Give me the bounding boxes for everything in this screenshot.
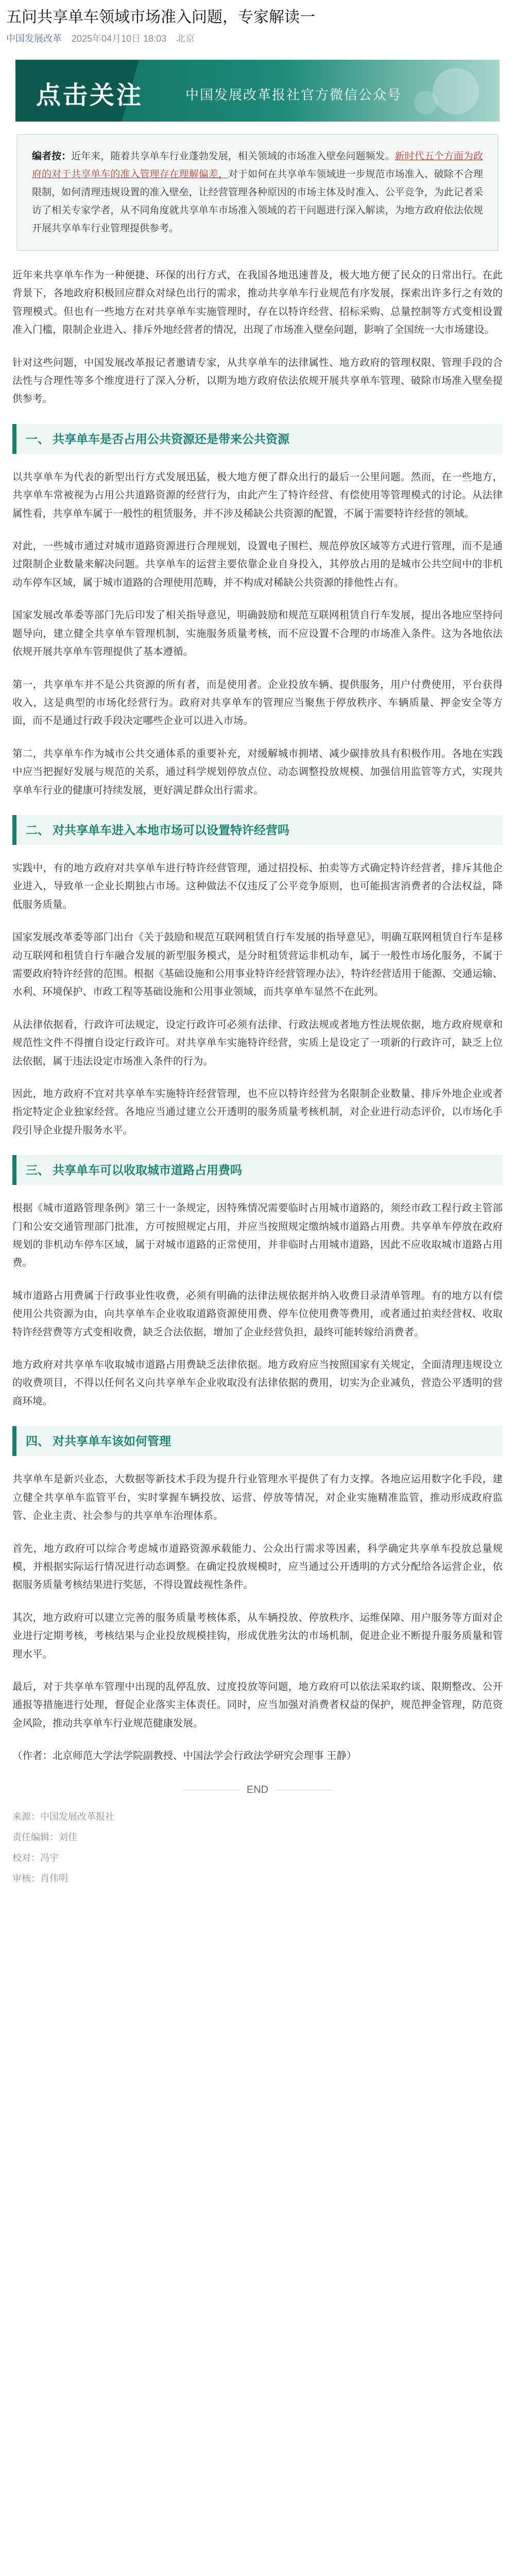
author-line: （作者：北京师范大学法学院副教授、中国法学会行政法学研究会理事 王静）: [12, 1750, 357, 1762]
section-paragraph: 最后，对于共享单车管理中出现的乱停乱放、过度投放等问题，地方政府可以依法采取约谈、限期整改、公开通报等措施进行处理，督促企业落实主体责任。同时，应当加强对消费者权益的保护，规范押金管理，防范资金风险，推动共享单车行业规范健康发展。: [12, 1681, 503, 1729]
section-title: 共享单车是否占用公共资源还是带来公共资源: [53, 432, 289, 446]
end-label: END: [246, 1784, 269, 1795]
section-paragraph: 其次，地方政府可以建立完善的服务质量考核体系，从车辆投放、停放秩序、运维保障、用户服务等方面对企业进行定期考核，考核结果与企业投放规模挂钩，形成优胜劣汰的市场机制，促进企业不断提升服务质量和管理水平。: [12, 1612, 503, 1660]
section-title: 对共享单车该如何管理: [53, 1434, 171, 1448]
editor-note-label: 编者按：: [32, 151, 72, 162]
section-paragraph: 因此，地方政府不宜对共享单车实施特许经营管理，也不应以特许经营为名限制企业数量、排斥外地企业或者指定特定企业独家经营。各地应当通过建立公开透明的服务质量考核机制，对企业进行动态评价，以市场化手段引导企业提升服务水平。: [12, 1088, 503, 1136]
section-paragraph: 实践中，有的地方政府对共享单车进行特许经营管理，通过招投标、拍卖等方式确定特许经营者，排斥其他企业进入，导致单一企业长期独占市场。这种做法不仅违反了公平竞争原则，也可能损害消费者的合法权益，降低服务质量。: [12, 862, 503, 910]
article-meta: [0, 31, 515, 46]
banner-tagline: 中国发展改革报社官方微信公众号: [185, 87, 402, 103]
section-number: 四、: [26, 1434, 49, 1448]
banner-leaf-icon: [433, 68, 479, 114]
section-heading: [12, 424, 503, 454]
editor-note-text-a: 近年来，随着共享单车行业蓬勃发展，相关领域的市场准入壁垒问题频发。: [71, 151, 395, 162]
article-credits: [0, 1806, 515, 1889]
article-title: 五问共享单车领域市场准入问题，专家解读一: [6, 9, 315, 26]
editor-note: [16, 134, 499, 251]
section-number: 三、: [26, 1163, 49, 1177]
follow-banner[interactable]: [15, 60, 500, 122]
section-paragraph: 根据《城市道路管理条例》第三十一条规定，因特殊情况需要临时占用城市道路的，须经市政工程行政主管部门和公安交通管理部门批准，方可按照规定占用，并应当按照规定缴纳城市道路占用费。共享单车停放在政府规划的非机动车停车区域，属于对城市道路的正常使用，并非临时占用城市道路，因此不应收取城市道路占用费。: [12, 1202, 503, 1269]
section-paragraph: 地方政府对共享单车收取城市道路占用费缺乏法律依据。地方政府应当按照国家有关规定，全面清理违规设立的收费项目，不得以任何名义向共享单车企业收取没有法律依据的费用，切实为企业减负，营造公平透明的营商环境。: [12, 1359, 503, 1407]
section-paragraph: 国家发展改革委等部门先后印发了相关指导意见，明确鼓励和规范互联网租赁自行车发展，提出各地应坚持问题导向，建立健全共享单车管理机制，实施服务质量考核，而不应设置不合理的市场准入条件。这为各地依法依规开展共享单车管理提供了基本遵循。: [12, 609, 503, 658]
section-paragraph: 国家发展改革委等部门出台《关于鼓励和规范互联网租赁自行车发展的指导意见》，明确互联网租赁自行车是移动互联网和租赁自行车融合发展的新型服务模式，是分时租赁营运非机动车，属于一般性市场化服务，不属于需要政府特许经营的范围。根据《基础设施和公用事业特许经营管理办法》，特许经营适用于能源、交通运输、水利、环境保护、市政工程等基础设施和公用事业领域，而共享单车显然不在此列。: [12, 931, 503, 998]
section-heading: [12, 815, 503, 845]
section-paragraph: 城市道路占用费属于行政事业性收费，必须有明确的法律法规依据并纳入收费目录清单管理。有的地方以有偿使用公共资源为由，向共享单车企业收取道路资源使用费、停车位使用费等费用，或者通过拍卖经营权、收取特许经营费等方式变相收费，缺乏合法依据，增加了企业经营负担，最终可能转嫁给消费者。: [12, 1290, 503, 1338]
editor-note-highlight: 新时代五个方面为政府的对于共享单车的准入管理存在理解偏差，: [32, 151, 483, 180]
credit-proofreader: 校对：冯宇: [12, 1852, 59, 1863]
article-body: [0, 251, 515, 1766]
editor-note-text-b: 对于如何在共享单车领域进一步规范市场准入、破除不合理限制，如何清理违规设置的准入壁垒，让经营管理各种原因的市场主体及时准入、公平竞争，为此记者采访了相关专家学者，从不同角度就共享单车市场准入领域的若干问题进行深入解读，为地方政府依法依规开展共享单车行业管理提供参考。: [32, 169, 483, 234]
intro-paragraph: 近年来共享单车作为一种便捷、环保的出行方式，在我国各地迅速普及，极大地方便了民众的日常出行。在此背景下，各地政府积极回应群众对绿色出行的需求，推动共享单车行业规范有序发展，探索出许多行之有效的管理模式。但也有一些地方在对共享单车实施管理时，存在以特许经营、招标采购、总量控制等方式变相设置准入门槛，限制企业进入、排斥外地经营者的情况，出现了市场准入壁垒问题，影响了全国统一大市场建设。: [12, 269, 503, 336]
section-paragraph: 共享单车是新兴业态，大数据等新技术手段为提升行业管理水平提供了有力支撑。各地应运用数字化手段，建立健全共享单车监管平台，实时掌握车辆投放、运营、停放等情况，对企业实施精准监管，推动形成政府监管、企业主责、社会参与的共享单车治理体系。: [12, 1473, 503, 1522]
credit-source: 来源：中国发展改革报社: [12, 1811, 114, 1822]
article-location: 北京: [176, 33, 195, 44]
section-number: 一、: [26, 432, 49, 446]
intro-paragraph: 针对这些问题，中国发展改革报记者邀请专家，从共享单车的法律属性、地方政府的管理权限、管理手段的合法性与合理性等多个维度进行了深入分析，以期为地方政府依法依规开展共享单车管理、破除市场准入壁垒提供参考。: [12, 357, 503, 405]
article-date: 2025年04月10日 18:03: [72, 33, 167, 44]
section-paragraph: 首先，地方政府可以综合考虑城市道路资源承载能力、公众出行需求等因素，科学确定共享单车投放总量规模，并根据实际运行情况进行动态调整。在确定投放规模时，应当通过公开透明的方式分配给各运营企业，依据服务质量考核结果进行奖惩，不得设置歧视性条件。: [12, 1543, 503, 1591]
credit-reviewer: 审核：肖伟明: [12, 1873, 68, 1884]
section-number: 二、: [26, 823, 49, 837]
section-heading: [12, 1426, 503, 1456]
section-title: 对共享单车进入本地市场可以设置特许经营吗: [53, 823, 289, 837]
section-paragraph: 第二，共享单车作为城市公共交通体系的重要补充，对缓解城市拥堵、减少碳排放具有积极作用。各地在实践中应当把握好发展与规范的关系，通过科学规划停放点位、动态调整投放规模、加强信用监管等方式，实现共享单车行业的健康可持续发展，更好满足群众出行需求。: [12, 748, 503, 796]
banner-focus-label: 点击关注: [36, 82, 144, 109]
section-paragraph: 第一，共享单车并不是公共资源的所有者，而是使用者。企业投放车辆、提供服务，用户付费使用，平台获得收入，这是典型的市场化经营行为。政府对共享单车的管理应当聚焦于停放秩序、车辆质量、押金安全等方面，而不是通过行政手段决定哪些企业可以进入市场。: [12, 679, 503, 727]
article-source-link[interactable]: 中国发展改革: [6, 33, 62, 44]
section-heading: [12, 1155, 503, 1185]
end-mark: [0, 1784, 515, 1796]
section-title: 共享单车可以收取城市道路占用费吗: [53, 1163, 242, 1177]
section-paragraph: 从法律依据看，行政许可法规定，设定行政许可必须有法律、行政法规或者地方性法规依据，地方政府规章和规范性文件不得擅自设定行政许可。对共享单车实施特许经营，实质上是设定了一项新的行政许可，缺乏上位法依据，属于违法设定市场准入条件的行为。: [12, 1019, 503, 1067]
banner-leaf-icon-small: [414, 91, 438, 114]
credit-editor: 责任编辑：刘佳: [12, 1832, 77, 1842]
section-paragraph: 以共享单车为代表的新型出行方式发展迅猛，极大地方便了群众出行的最后一公里问题。然而，在一些地方，共享单车常被视为占用公共道路资源的经营行为，由此产生了特许经营、有偿使用等管理模式的讨论。从法律属性看，共享单车属于一般性的租赁服务，并不涉及稀缺公共资源的配置，不属于需要特许经营的领域。: [12, 471, 503, 519]
section-paragraph: 对此，一些城市通过对城市道路资源进行合理规划，设置电子围栏、规范停放区域等方式进行管理，而不是通过限制企业数量来解决问题。共享单车的运营主要依靠企业自身投入，其停放占用的是城市公共空间中的非机动车停车区域，属于城市道路的合理使用范畴，并不构成对稀缺公共资源的排他性占有。: [12, 540, 503, 588]
